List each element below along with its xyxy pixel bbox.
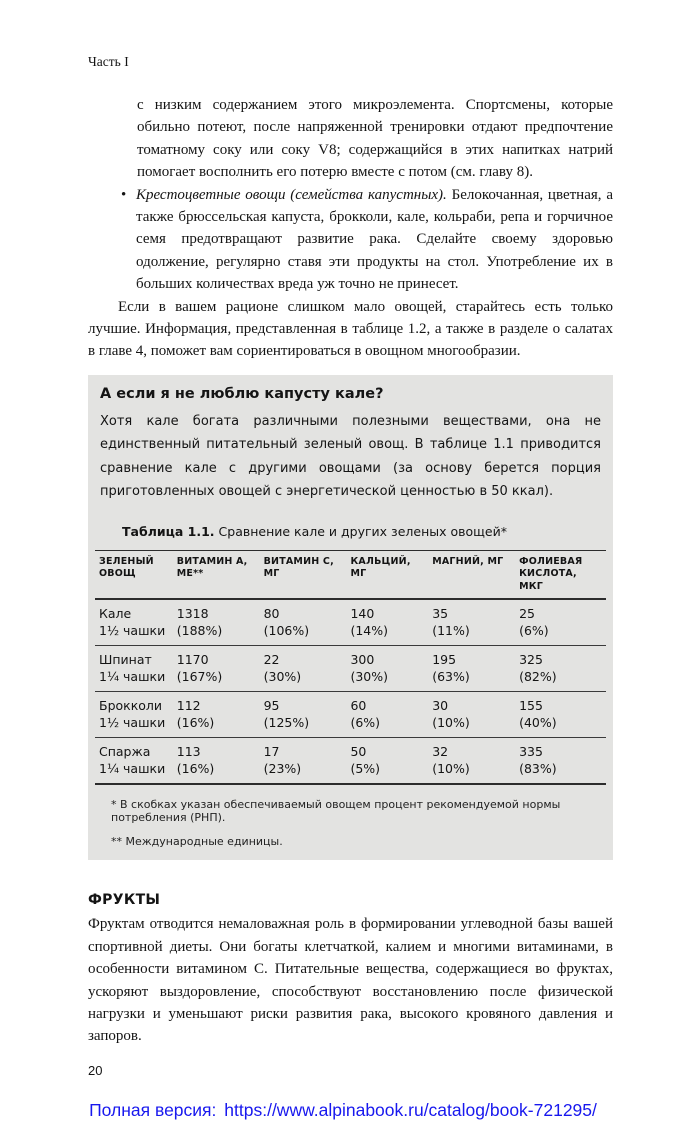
table-footnotes bbox=[111, 798, 606, 848]
cell-percent: (167%) bbox=[176, 669, 223, 685]
cell-value: 32 bbox=[432, 744, 449, 760]
cell-value: 80 bbox=[263, 606, 280, 622]
cell-value: 95 bbox=[263, 698, 280, 714]
kale-sidebar-box bbox=[88, 375, 613, 861]
cell-percent: (63%) bbox=[432, 669, 470, 685]
cell-value: 1318 bbox=[176, 606, 209, 622]
running-head: Часть I bbox=[88, 54, 129, 69]
cell-value: 325 bbox=[519, 652, 543, 668]
col-header-vegetable: ЗЕЛЕНЫЙ ОВОЩ bbox=[95, 550, 177, 599]
cell-percent: (6%) bbox=[519, 623, 549, 639]
vegetable-name: Шпинат bbox=[99, 652, 152, 668]
cell-percent: (30%) bbox=[350, 669, 389, 685]
cell-percent: (188%) bbox=[176, 623, 223, 639]
col-header-calcium: КАЛЬЦИЙ, МГ bbox=[350, 550, 432, 599]
cell-value: 25 bbox=[519, 606, 535, 622]
cell-percent: (23%) bbox=[263, 761, 302, 777]
bullet-lead-italic: Крестоцветные овощи (семейства капустных). bbox=[136, 186, 447, 203]
footnote-international-units: ** Международные единицы. bbox=[111, 835, 283, 849]
cell-value: 335 bbox=[519, 744, 543, 760]
book-url-link[interactable]: https://www.alpinabook.ru/catalog/book-721295/ bbox=[224, 1099, 597, 1120]
footnote-rnp: * В скобках указан обеспечиваемый овощем процент рекомендуемой нормы потребления (РНП). bbox=[111, 798, 561, 825]
cell-percent: (10%) bbox=[432, 761, 470, 777]
sidebar-box-title: А если я не люблю капусту кале? bbox=[100, 385, 384, 402]
vegetable-portion: 1½ чашки bbox=[99, 623, 166, 639]
sidebar-box-body: Хотя кале богата различными полезными веществами, она не единственный питательный зеленый овощ. В таблице 1.1 приводится сравнение кале с другими овощами (за основу берется порция приготовленных овощей с энергетической ценностью в 50 ккал). bbox=[100, 413, 601, 500]
full-version-footer bbox=[0, 1100, 686, 1121]
cell-value: 22 bbox=[263, 652, 280, 668]
cell-value: 35 bbox=[432, 606, 449, 622]
cell-percent: (106%) bbox=[263, 623, 310, 639]
table-header-row bbox=[95, 550, 606, 599]
kale-comparison-table bbox=[95, 550, 606, 786]
col-header-magnesium: МАГНИЙ, МГ bbox=[432, 550, 519, 599]
table-row bbox=[95, 738, 606, 785]
cell-percent: (11%) bbox=[432, 623, 470, 639]
cell-percent: (5%) bbox=[350, 761, 381, 777]
cell-percent: (30%) bbox=[263, 669, 302, 685]
footer-label: Полная версия: bbox=[89, 1099, 217, 1120]
cell-value: 60 bbox=[350, 698, 367, 714]
cell-value: 1170 bbox=[176, 652, 209, 668]
table-row bbox=[95, 599, 606, 646]
page-number: 20 bbox=[88, 1062, 103, 1078]
cell-value: 50 bbox=[350, 744, 367, 760]
bullet-marker-icon: • bbox=[121, 186, 127, 203]
bullet-paragraph bbox=[136, 184, 613, 296]
vegetable-name: Спаржа bbox=[99, 744, 151, 760]
cell-value: 155 bbox=[519, 698, 543, 714]
vegetable-portion: 1½ чашки bbox=[99, 715, 166, 731]
col-header-vitamin-a: ВИТАМИН А, МЕ** bbox=[177, 550, 264, 599]
table-row bbox=[95, 646, 606, 692]
vegetables-paragraph: Если в вашем рационе слишком мало овощей, старайтесь есть только лучшие. Информация, представленная в таблице 1.2, а также в разделе о салатах в главе 4, поможет вам сориентироваться в овощном многообразии. bbox=[88, 298, 613, 360]
cell-value: 17 bbox=[263, 744, 280, 760]
vegetable-portion: 1¼ чашки bbox=[99, 669, 166, 685]
intro-paragraph: с низким содержанием этого микроэлемента. Спортсмены, которые обильно потеют, после напряженной тренировки отдают предпочтение томатному соку или соку V8; содержащийся в этих напитках натрий помогает восполнить его потерю вместе с потом (см. главу 8). bbox=[137, 97, 613, 181]
cell-percent: (83%) bbox=[519, 761, 557, 777]
cell-value: 140 bbox=[350, 606, 375, 622]
table-caption bbox=[122, 524, 606, 539]
table-row bbox=[95, 692, 606, 738]
cell-percent: (16%) bbox=[176, 761, 215, 777]
col-header-vitamin-c: ВИТАМИН С, МГ bbox=[264, 550, 351, 599]
vegetable-name: Кале bbox=[99, 606, 132, 622]
cell-value: 112 bbox=[176, 698, 201, 714]
cell-percent: (10%) bbox=[432, 715, 470, 731]
cell-percent: (16%) bbox=[176, 715, 215, 731]
vegetable-portion: 1¼ чашки bbox=[99, 761, 166, 777]
vegetable-name: Брокколи bbox=[99, 698, 163, 714]
table-caption-text: Сравнение кале и других зеленых овощей* bbox=[218, 523, 507, 539]
fruits-section-heading: ФРУКТЫ bbox=[88, 892, 161, 909]
table-caption-label: Таблица 1.1. bbox=[122, 523, 215, 539]
cell-value: 300 bbox=[350, 652, 375, 668]
cell-percent: (40%) bbox=[519, 715, 557, 731]
cell-value: 113 bbox=[176, 744, 201, 760]
cell-percent: (6%) bbox=[350, 715, 381, 731]
cell-percent: (125%) bbox=[263, 715, 310, 731]
col-header-folate: ФОЛИЕВАЯ КИСЛОТА, МКГ bbox=[519, 550, 606, 599]
bullet-item bbox=[88, 184, 613, 296]
cell-percent: (82%) bbox=[519, 669, 557, 685]
fruits-paragraph: Фруктам отводится немаловажная роль в формировании углеводной базы вашей спортивной диеты. Они богаты клетчаткой, калием и многими витаминами, в особенности витамином С. Питательные вещества, содержащиеся во фруктах, ускоряют выздоровление, способствуют восстановлению после физической нагрузки и уменьшают риски развития рака, высокого кровяного давления и запоров. bbox=[88, 916, 613, 1045]
cell-value: 30 bbox=[432, 698, 449, 714]
cell-percent: (14%) bbox=[350, 623, 389, 639]
bullet-body-text: Белокочанная, цветная, а также брюссельская капуста, брокколи, кале, кольраби, репа и горчичное семя предотвращают развитие рака. Сделайте своему здоровью одолжение, регулярно ставя эти продукты на стол. Употребление их в больших количествах вреда уж точно не принесет. bbox=[136, 186, 614, 293]
cell-value: 195 bbox=[432, 652, 457, 668]
